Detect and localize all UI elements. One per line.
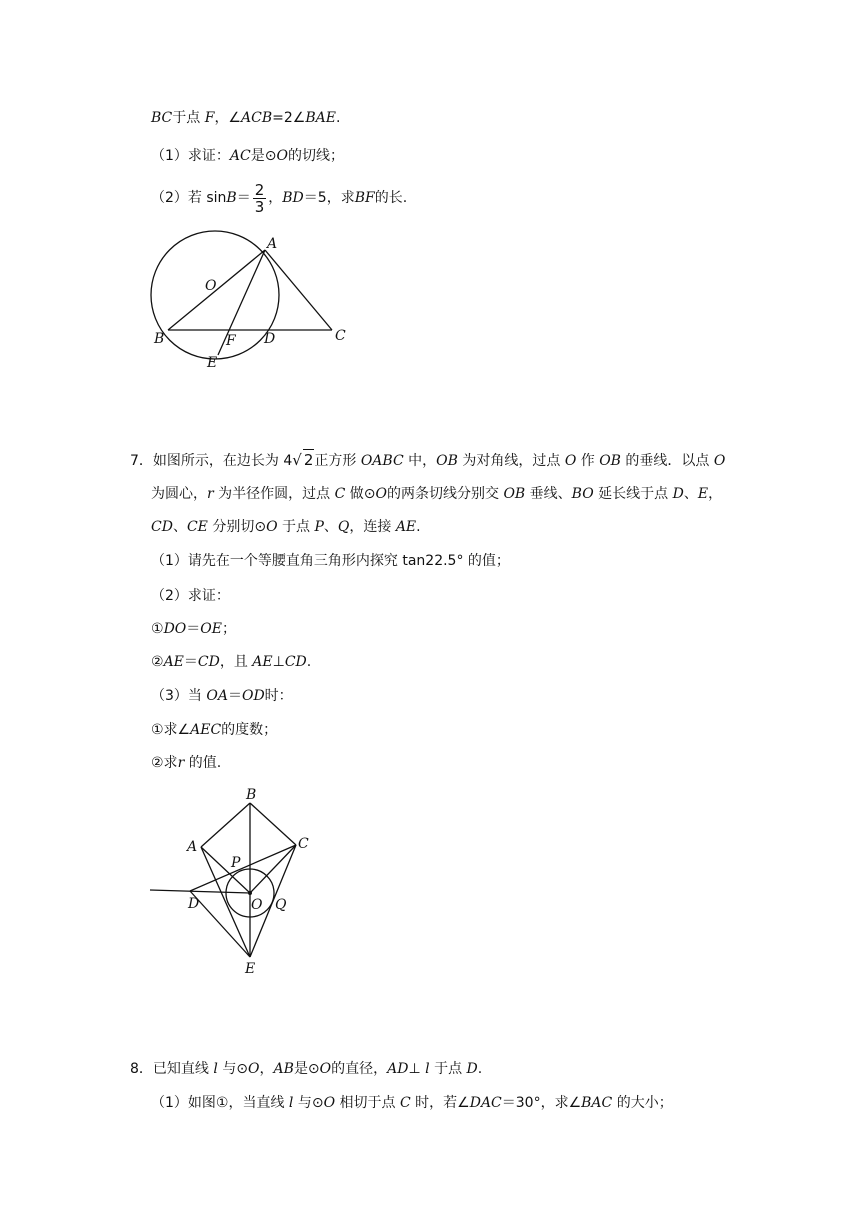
q6-label-D: D [264, 331, 276, 347]
q8-statement: 8．已知直线 l 与⊙O，AB是⊙O的直径，AD⊥ l 于点 D. [130, 1061, 483, 1077]
q6-label-O: O [205, 278, 217, 294]
q6-circle [151, 231, 279, 359]
q7-label-Q: Q [275, 897, 287, 913]
q7-segment-AE [201, 847, 250, 957]
q7-label-D: D [188, 896, 200, 912]
q7-center-dot [248, 891, 252, 895]
q7-subquestion-3-item1: ①求∠AEC的度数； [151, 722, 278, 738]
q7-label-E: E [245, 961, 256, 977]
q7-subquestion-2-item1: ①DO＝OE； [151, 621, 236, 637]
q7-figure [145, 785, 325, 980]
q7-label-P: P [231, 855, 241, 871]
q7-subquestion-2: （2）求证： [151, 588, 230, 604]
q7-label-A: A [187, 839, 198, 855]
q6-label-B: B [154, 331, 165, 347]
q6-label-C: C [335, 328, 346, 344]
q6-figure [140, 230, 370, 375]
q7-segment-AB [201, 803, 250, 847]
fraction: $\frac{2}{3}$ [254, 180, 265, 216]
q7-subquestion-3: （3）当 OA＝OD时： [151, 688, 293, 704]
q7-subquestion-1: （1）请先在一个等腰直角三角形内探究 tan22.5° 的值； [151, 553, 510, 569]
q8-subquestion-1: （1）如图①，当直线 l 与⊙O 相切于点 C 时，若∠DAC＝30°，求∠BAC 的大小； [151, 1095, 673, 1111]
q6-label-A: A [267, 236, 278, 252]
q7-statement-line2: 为圆心，r 为半径作圆，过点 C 做⊙O的两条切线分别交 OB 垂线、BO 延长线于点 D、E， [151, 486, 723, 502]
q7-segment-BC [250, 803, 296, 845]
q7-subquestion-2-item2: ②AE＝CD，且 AE⊥CD. [151, 654, 312, 670]
q7-label-O: O [251, 897, 263, 913]
q6-statement-continuation: BC于点 F，∠ACB=2∠BAE. [151, 110, 341, 126]
q7-subquestion-3-item2: ②求r 的值. [151, 755, 222, 771]
q7-statement-line3: CD、CE 分别切⊙O 于点 P、Q，连接 AE. [151, 519, 421, 535]
q7-label-C: C [298, 836, 309, 852]
q6-label-E: E [207, 355, 218, 371]
q6-label-F: F [226, 333, 236, 349]
q7-label-B: B [246, 787, 257, 803]
q7-statement-line1: 7．如图所示，在边长为 4√ 2正方形 OABC 中，OB 为对角线，过点 O 作 OB 的垂线．以点 O [130, 451, 726, 469]
q6-part2: （2）若 sinB＝ $\frac{2}{3}$ ，BD＝5，求BF的长. [151, 180, 408, 216]
q6-segment-BA [168, 250, 265, 330]
q6-part1: （1）求证：AC是⊙O的切线； [151, 148, 344, 164]
q7-perpendicular-line [150, 890, 250, 893]
